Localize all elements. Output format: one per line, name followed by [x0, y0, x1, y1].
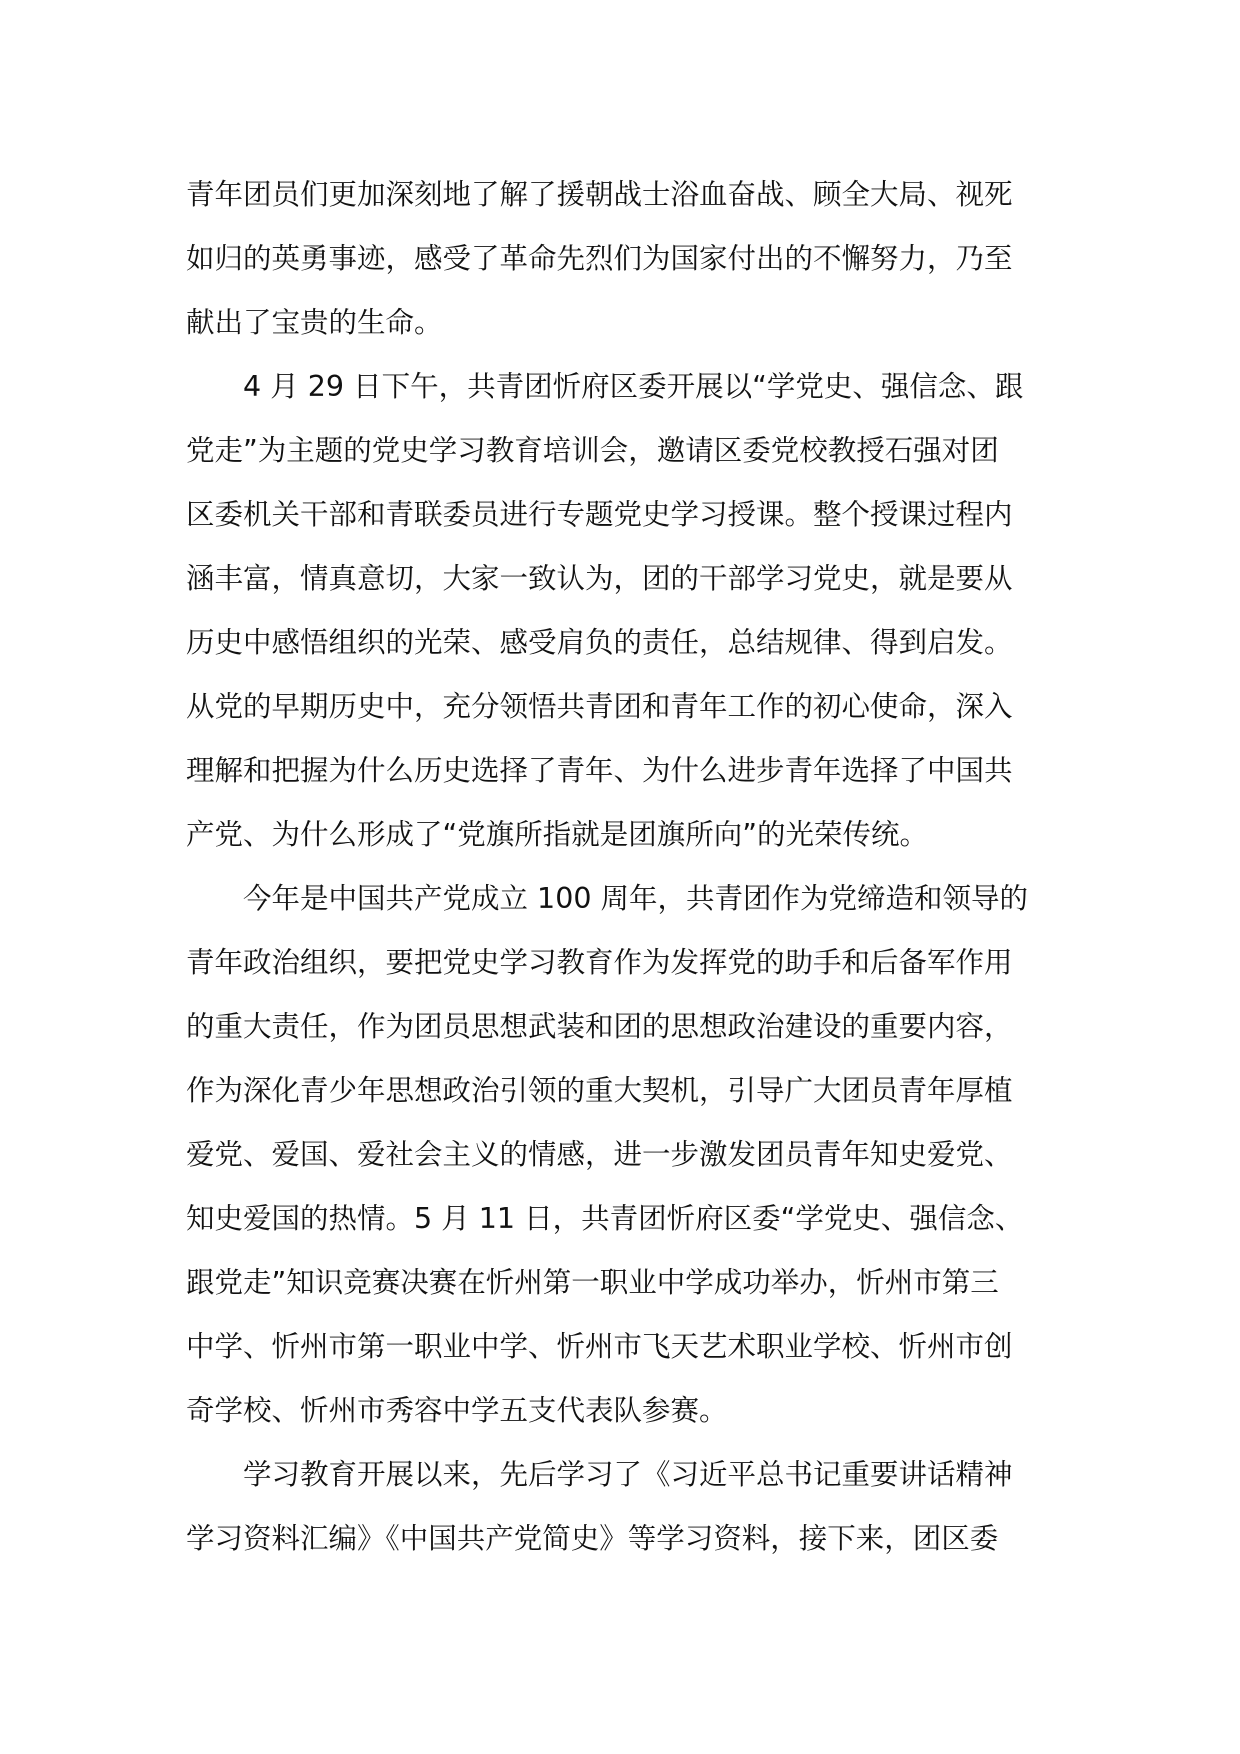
paragraph-2-line-1: 4 月 29 日下午，共青团忻府区委开展以“学党史、强信念、跟	[243, 370, 1024, 403]
paragraph-2-line-2: 党走”为主题的党史学习教育培训会，邀请区委党校教授石强对团	[186, 434, 999, 467]
paragraph-2-line-3: 区委机关干部和青联委员进行专题党史学习授课。整个授课过程内	[186, 498, 1013, 531]
paragraph-1-line-3: 献出了宝贵的生命。	[186, 306, 443, 339]
paragraph-3-line-9: 奇学校、忻州市秀容中学五支代表队参赛。	[186, 1394, 728, 1427]
paragraph-3-line-5: 爱党、爱国、爱社会主义的情感，进一步激发团员青年知史爱党、	[186, 1138, 1013, 1171]
paragraph-3-line-7: 跟党走”知识竞赛决赛在忻州第一职业中学成功举办，忻州市第三	[186, 1266, 999, 1299]
paragraph-2-line-6: 从党的早期历史中，充分领悟共青团和青年工作的初心使命，深入	[186, 690, 1013, 723]
paragraph-3-line-2: 青年政治组织，要把党史学习教育作为发挥党的助手和后备军作用	[186, 946, 1013, 979]
paragraph-3-line-8: 中学、忻州市第一职业中学、忻州市飞天艺术职业学校、忻州市创	[186, 1330, 1013, 1363]
paragraph-1-line-2: 如归的英勇事迹，感受了革命先烈们为国家付出的不懈努力，乃至	[186, 242, 1013, 275]
paragraph-2-line-4: 涵丰富，情真意切，大家一致认为，团的干部学习党史，就是要从	[186, 562, 1013, 595]
paragraph-3-line-1: 今年是中国共产党成立 100 周年，共青团作为党缔造和领导的	[243, 882, 1029, 915]
paragraph-3-line-4: 作为深化青少年思想政治引领的重大契机，引导广大团员青年厚植	[186, 1074, 1013, 1107]
paragraph-4-line-2: 学习资料汇编》《中国共产党简史》等学习资料，接下来，团区委	[186, 1522, 999, 1555]
paragraph-3-line-3: 的重大责任，作为团员思想武装和团的思想政治建设的重要内容，	[186, 1010, 1013, 1043]
body-text	[186, 163, 1056, 1571]
paragraph-3-line-6: 知史爱国的热情。5 月 11 日，共青团忻府区委“学党史、强信念、	[186, 1202, 1024, 1235]
paragraph-2-line-8: 产党、为什么形成了“党旗所指就是团旗所向”的光荣传统。	[186, 818, 929, 851]
paragraph-1-line-1: 青年团员们更加深刻地了解了援朝战士浴血奋战、顾全大局、视死	[186, 178, 1013, 211]
paragraph-4-line-1: 学习教育开展以来，先后学习了《习近平总书记重要讲话精神	[243, 1458, 1013, 1491]
paragraph-2-line-5: 历史中感悟组织的光荣、感受肩负的责任，总结规律、得到启发。	[186, 626, 1013, 659]
paragraph-2-line-7: 理解和把握为什么历史选择了青年、为什么进步青年选择了中国共	[186, 754, 1013, 787]
